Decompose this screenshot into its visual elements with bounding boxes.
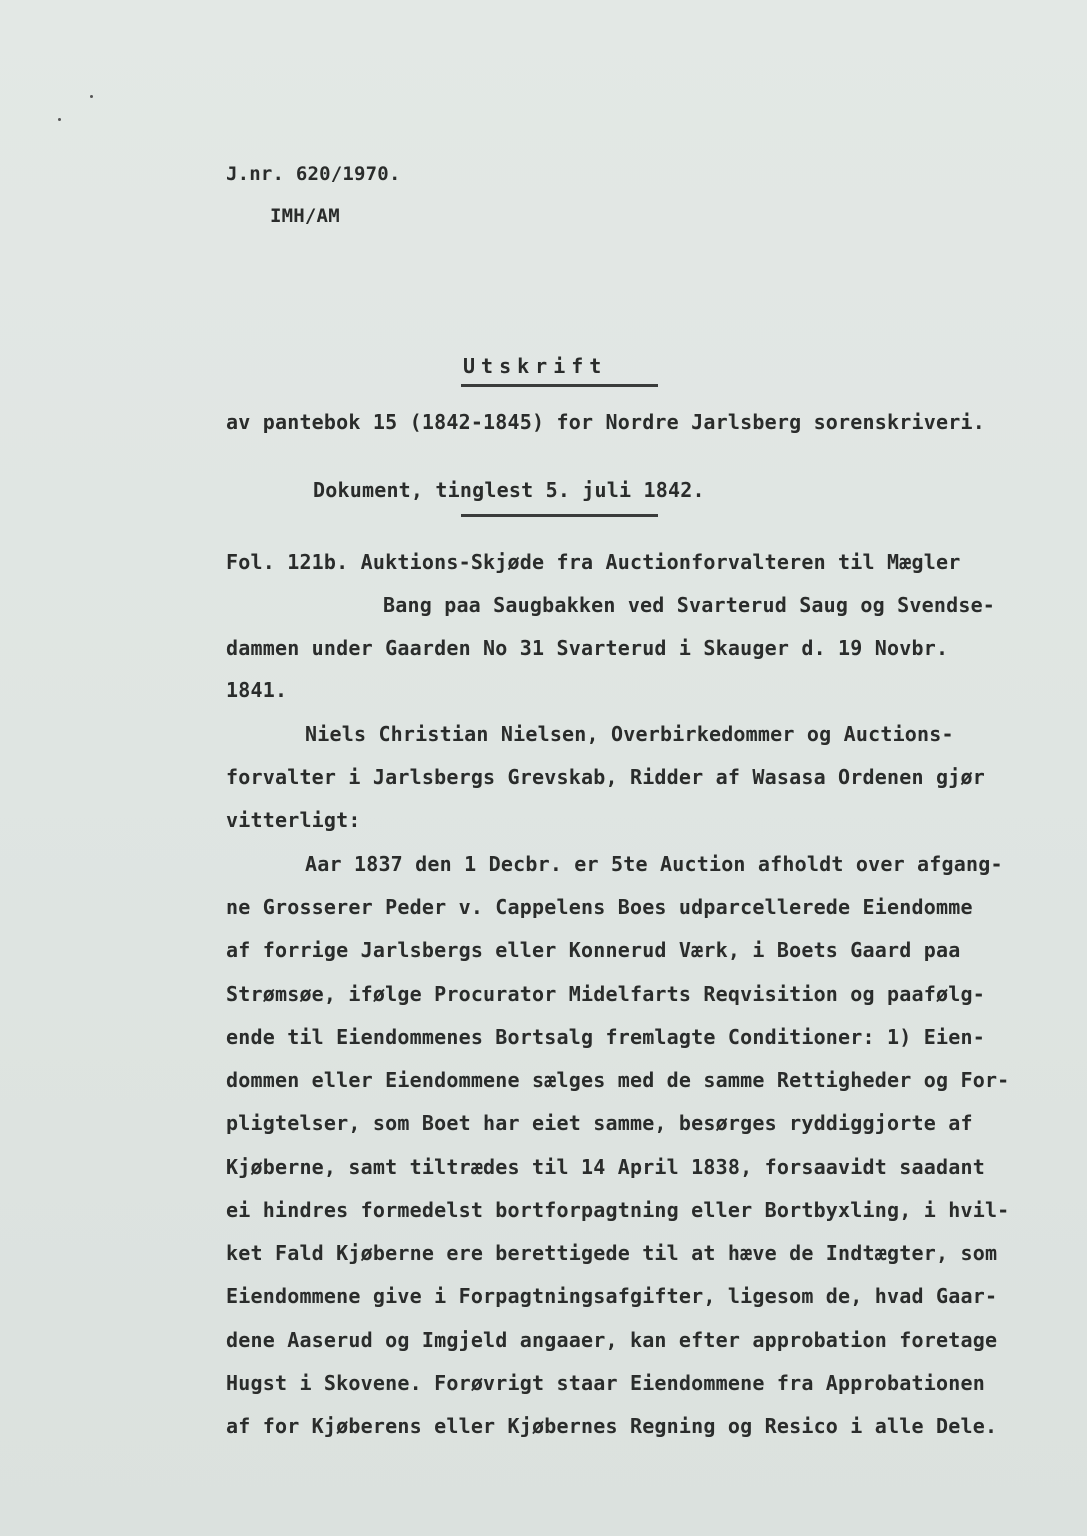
margin-mark [58,118,61,121]
body-line: Aar 1837 den 1 Decbr. er 5te Auction afholdt over afgang- [305,852,1003,876]
document-title: Utskrift [463,354,608,378]
subtitle-line-2: Dokument, tinglest 5. juli 1842. [313,478,705,502]
body-line: af for Kjøberens eller Kjøbernes Regning og Resico i alle Dele. [226,1414,998,1438]
section-divider [461,514,658,517]
body-line: 1841. [226,678,288,702]
body-line: Kjøberne, samt tiltrædes til 14 April 1838, forsaavidt saadant [226,1155,985,1179]
title-underline [461,384,658,387]
journal-reference: J.nr. 620/1970. [226,163,401,185]
body-line: ende til Eiendommenes Bortsalg fremlagte Conditioner: 1) Eien- [226,1025,985,1049]
body-line: Eiendommene give i Forpagtningsafgifter, ligesom de, hvad Gaar- [226,1284,998,1308]
body-line: Niels Christian Nielsen, Overbirkedommer og Auctions- [305,722,954,746]
body-line: forvalter i Jarlsbergs Grevskab, Ridder af Wasasa Ordenen gjør [226,765,985,789]
body-line: ei hindres formedelst bortforpagtning eller Bortbyxling, i hvil- [226,1198,1010,1222]
body-line: dommen eller Eiendommene sælges med de samme Rettigheder og For- [226,1068,1010,1092]
body-line: dammen under Gaarden No 31 Svarterud i Skauger d. 19 Novbr. [226,636,949,660]
body-line: ket Fald Kjøberne ere berettigede til at hæve de Indtægter, som [226,1241,998,1265]
initials: IMH/AM [270,205,340,227]
body-line: ne Grosserer Peder v. Cappelens Boes udparcellerede Eiendomme [226,895,973,919]
body-line: dene Aaserud og Imgjeld angaaer, kan efter approbation foretage [226,1328,998,1352]
subtitle-line-1: av pantebok 15 (1842-1845) for Nordre Jarlsberg sorenskriveri. [226,410,985,434]
body-line: Bang paa Saugbakken ved Svarterud Saug og Svendse- [383,593,996,617]
body-line: vitterligt: [226,808,361,832]
body-line: af forrige Jarlsbergs eller Konnerud Værk, i Boets Gaard paa [226,938,961,962]
body-line: Strømsøe, ifølge Procurator Midelfarts Reqvisition og paafølg- [226,982,985,1006]
body-line: pligtelser, som Boet har eiet samme, besørges ryddiggjorte af [226,1111,973,1135]
margin-mark [90,95,93,98]
body-line: Fol. 121b. Auktions-Skjøde fra Auctionforvalteren til Mægler [226,550,961,574]
body-line: Hugst i Skovene. Forøvrigt staar Eiendommene fra Approbationen [226,1371,985,1395]
